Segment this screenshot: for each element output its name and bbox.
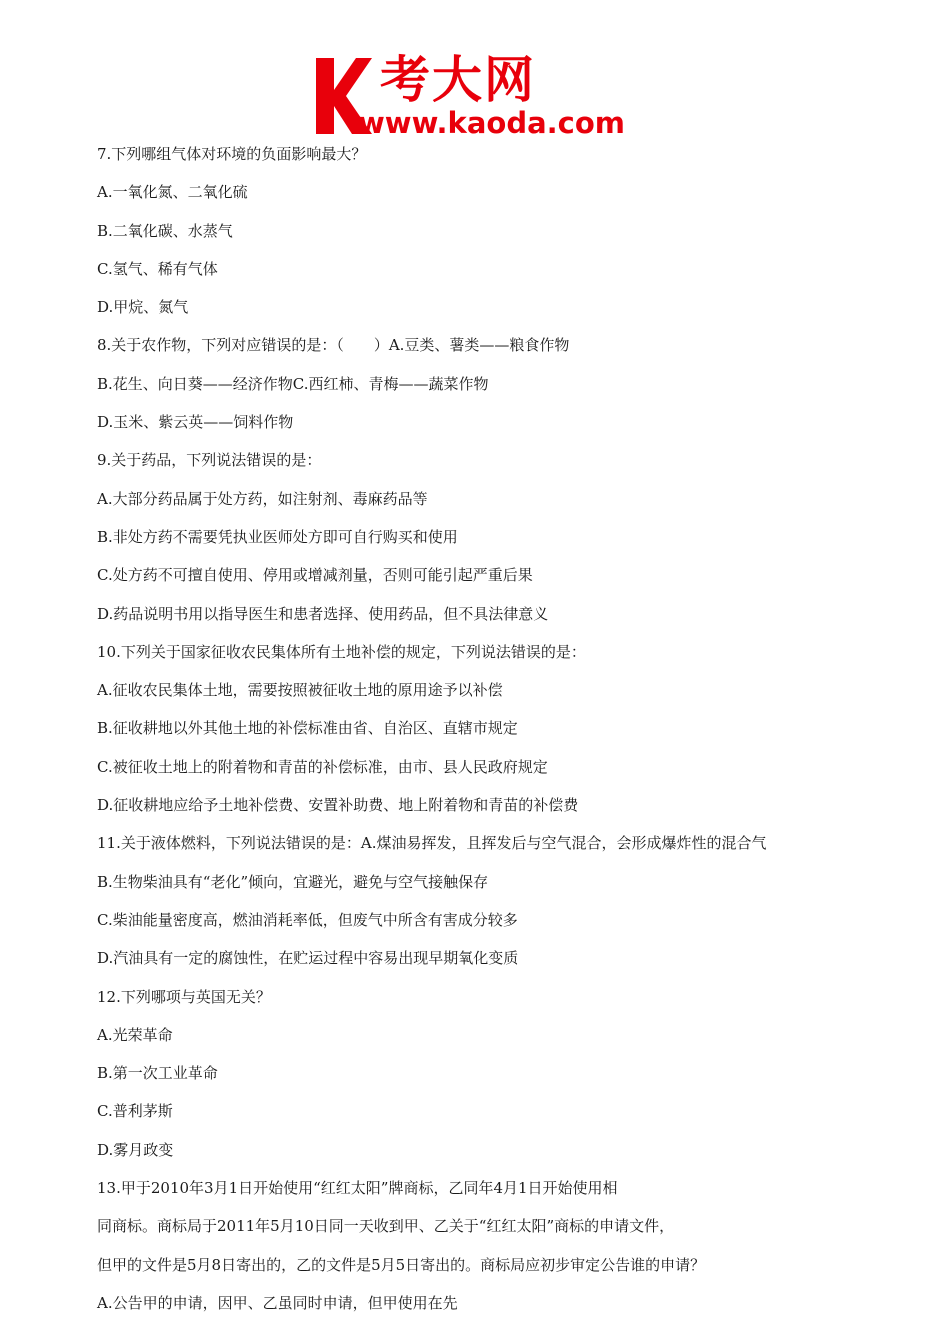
q12-option-d: D.雾月政变 (97, 1140, 174, 1159)
q11-stem: 11.关于液体燃料，下列说法错误的是：A.煤油易挥发，且挥发后与空气混合，会形成爆炸性的混合气 (97, 834, 767, 853)
q7-option-d: D.甲烷、氮气 (97, 298, 189, 317)
logo-name: 考大网 (380, 51, 536, 109)
q12-option-a: A.光荣革命 (97, 1025, 173, 1044)
q10-option-b: B.征收耕地以外其他土地的补偿标准由省、自治区、直辖市规定 (97, 719, 518, 738)
q10-option-c: C.被征收土地上的附着物和青苗的补偿标准，由市、县人民政府规定 (97, 757, 548, 776)
q8-option-d: D.玉米、紫云英——饲料作物 (97, 413, 294, 432)
q8-stem: 8.关于农作物，下列对应错误的是：（ ）A.豆类、薯类——粮食作物 (97, 336, 570, 355)
q7-option-b: B.二氧化碳、水蒸气 (97, 221, 233, 240)
q9-option-c: C.处方药不可擅自使用、停用或增减剂量，否则可能引起严重后果 (97, 566, 533, 585)
q13-stem-line3: 但甲的文件是5月8日寄出的，乙的文件是5月5日寄出的。商标局应初步审定公告谁的申请？ (97, 1255, 706, 1274)
q12-option-b: B.第一次工业革命 (97, 1064, 218, 1083)
q9-option-b: B.非处方药不需要凭执业医师处方即可自行购买和使用 (97, 527, 458, 546)
q11-option-b: B.生物柴油具有“老化”倾向，宜避光，避免与空气接触保存 (97, 872, 489, 891)
q11-option-d: D.汽油具有一定的腐蚀性，在贮运过程中容易出现早期氧化变质 (97, 949, 519, 968)
q10-stem: 10.下列关于国家征收农民集体所有土地补偿的规定，下列说法错误的是： (97, 642, 586, 661)
q13-stem-line2: 同商标。商标局于2011年5月10日同一天收到甲、乙关于“红红太阳”商标的申请文件， (97, 1217, 675, 1236)
q13-option-a: A.公告甲的申请，因甲、乙虽同时申请，但甲使用在先 (97, 1293, 458, 1312)
q9-option-d: D.药品说明书用以指导医生和患者选择、使用药品，但不具法律意义 (97, 604, 549, 623)
q12-option-c: C.普利茅斯 (97, 1102, 173, 1121)
q7-option-a: A.一氧化氮、二氧化硫 (97, 183, 248, 202)
q9-option-a: A.大部分药品属于处方药，如注射剂、毒麻药品等 (97, 489, 428, 508)
q9-stem: 9.关于药品，下列说法错误的是： (97, 451, 322, 470)
q11-option-c: C.柴油能量密度高，燃油消耗率低，但废气中所含有害成分较多 (97, 910, 518, 929)
question-list (97, 139, 897, 1326)
q7-stem: 7.下列哪组气体对环境的负面影响最大？ (97, 145, 367, 163)
q8-options-bc: B.花生、向日葵——经济作物C.西红柿、青梅——蔬菜作物 (97, 374, 489, 393)
q10-option-d: D.征收耕地应给予土地补偿费、安置补助费、地上附着物和青苗的补偿费 (97, 796, 579, 815)
q7-option-c: C.氢气、稀有气体 (97, 259, 218, 278)
q10-option-a: A.征收农民集体土地，需要按照被征收土地的原用途予以补偿 (97, 681, 503, 700)
q12-stem: 12.下列哪项与英国无关？ (97, 987, 271, 1006)
logo-url: www.kaoda.com (358, 106, 625, 140)
kaoda-logo (312, 52, 642, 142)
q13-stem-line1: 13.甲于2010年3月1日开始使用“红红太阳”牌商标，乙同年4月1日开始使用相 (97, 1179, 618, 1198)
